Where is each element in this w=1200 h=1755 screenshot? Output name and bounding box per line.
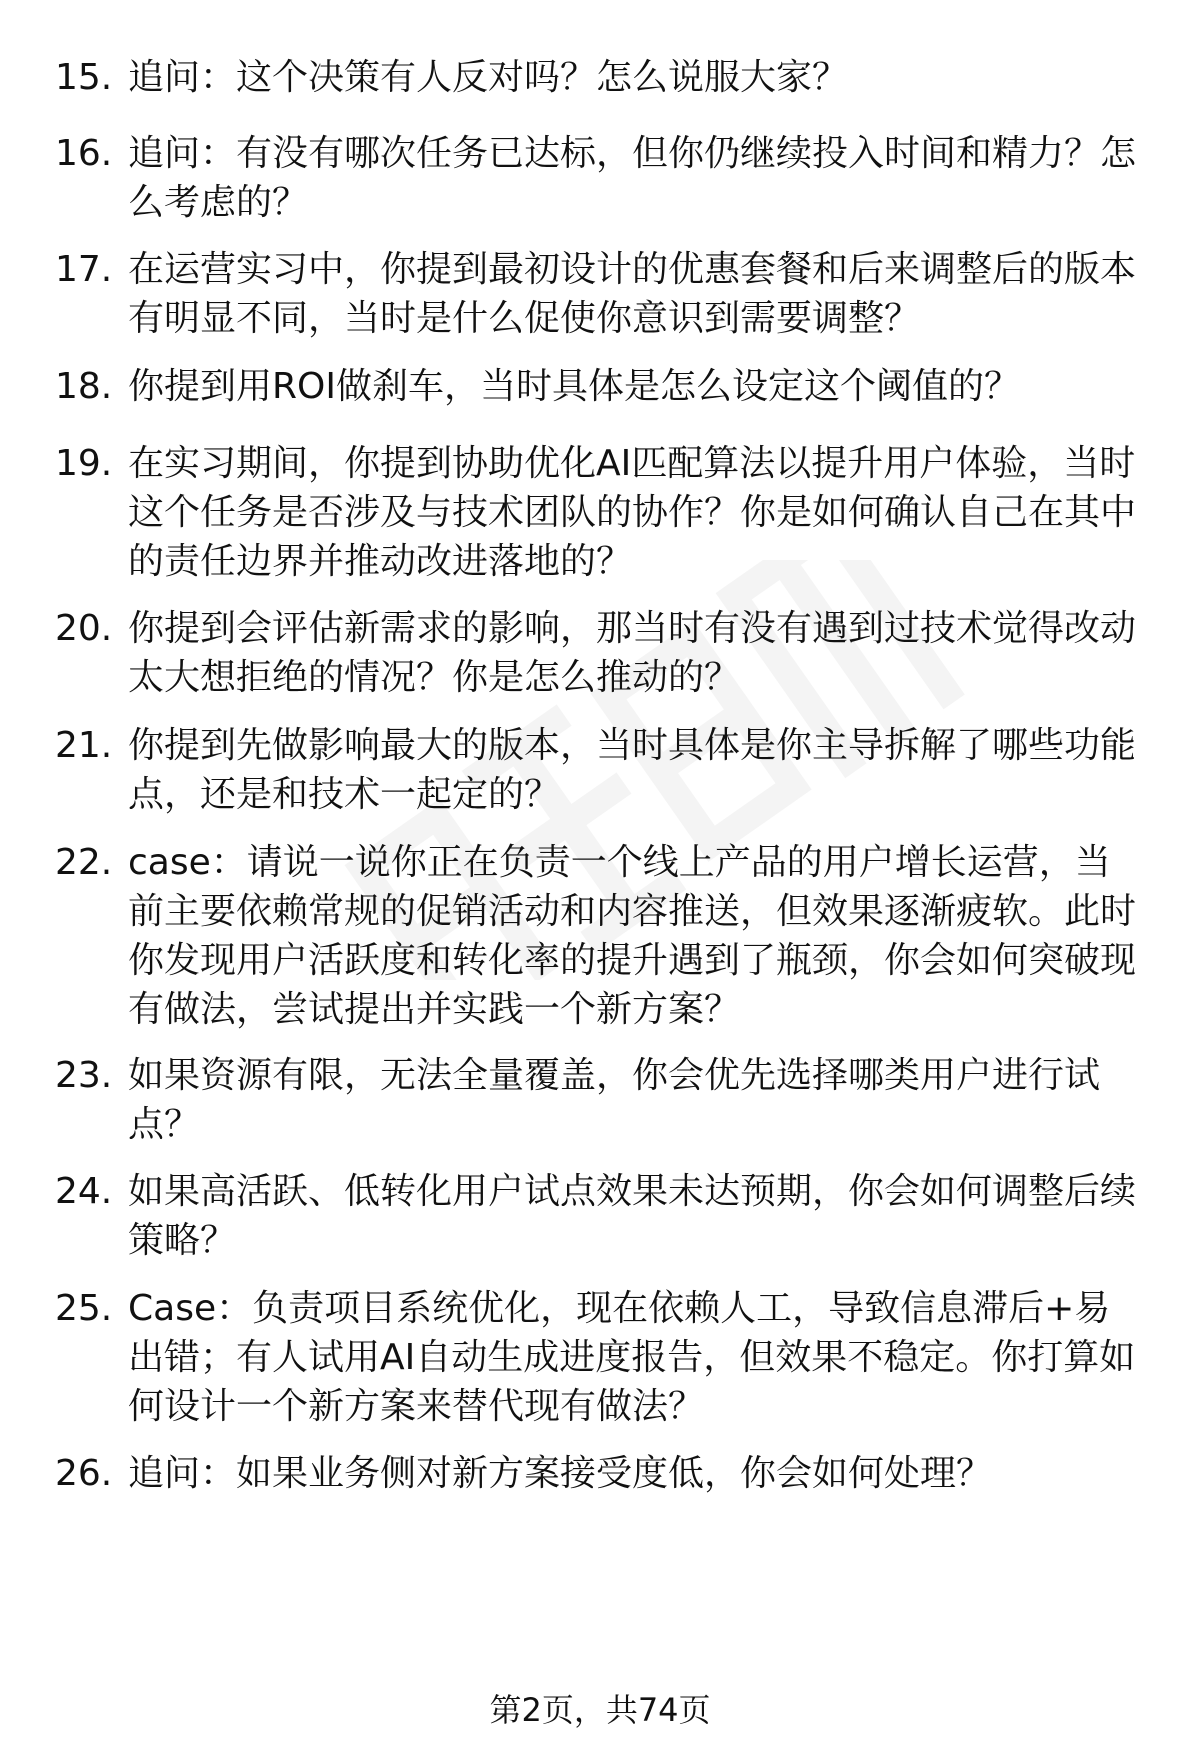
page-number: 第2页，共74页 <box>489 1691 711 1729</box>
item-text: 在运营实习中，你提到最初设计的优惠套餐和后来调整后的版本有明显不同，当时是什么促使你意识到需要调整？ <box>128 249 1137 339</box>
item-number: 25. <box>55 1288 113 1329</box>
item-number: 20. <box>55 608 113 649</box>
item-number: 26. <box>55 1453 113 1494</box>
list-item <box>55 1449 1140 1498</box>
list-item <box>55 838 1140 1034</box>
item-number: 24. <box>55 1171 113 1212</box>
list-item <box>55 604 1140 702</box>
list-item <box>55 721 1140 819</box>
item-text: 追问：如果业务侧对新方案接受度低，你会如何处理？ <box>128 1453 993 1494</box>
list-item <box>55 245 1140 343</box>
item-text: 追问：这个决策有人反对吗？怎么说服大家？ <box>128 57 849 98</box>
item-text: 在实习期间，你提到协助优化AI匹配算法以提升用户体验，当时这个任务是否涉及与技术团队的协作？你是如何确认自己在其中的责任边界并推动改进落地的？ <box>128 443 1137 582</box>
item-text: 你提到先做影响最大的版本，当时具体是你主导拆解了哪些功能点，还是和技术一起定的？ <box>128 725 1137 815</box>
item-text: 如果资源有限，无法全量覆盖，你会优先选择哪类用户进行试点？ <box>128 1055 1101 1145</box>
list-item <box>55 129 1140 227</box>
item-text: 追问：有没有哪次任务已达标，但你仍继续投入时间和精力？怎么考虑的？ <box>128 133 1137 223</box>
item-text: 你提到会评估新需求的影响，那当时有没有遇到过技术觉得改动太大想拒绝的情况？你是怎么推动的？ <box>128 608 1137 698</box>
item-number: 15. <box>55 57 113 98</box>
item-number: 18. <box>55 366 113 407</box>
item-number: 17. <box>55 249 113 290</box>
item-number: 19. <box>55 443 113 484</box>
item-number: 16. <box>55 133 113 174</box>
item-text: 如果高活跃、低转化用户试点效果未达预期，你会如何调整后续策略？ <box>128 1171 1137 1261</box>
list-item <box>55 53 1140 102</box>
item-number: 22. <box>55 842 113 883</box>
item-text: Case：负责项目系统优化，现在依赖人工，导致信息滞后+易出错；有人试用AI自动生成进度报告，但效果不稳定。你打算如何设计一个新方案来替代现有做法？ <box>128 1288 1136 1427</box>
list-item <box>55 1167 1140 1265</box>
item-number: 21. <box>55 725 113 766</box>
list-item <box>55 1284 1140 1431</box>
item-text: case：请说一说你正在负责一个线上产品的用户增长运营，当前主要依赖常规的促销活动和内容推送，但效果逐渐疲软。此时你发现用户活跃度和转化率的提升遇到了瓶颈，你会如何突破现有做法，尝试提出并实践一个新方案？ <box>128 842 1137 1030</box>
item-text: 你提到用ROI做刹车，当时具体是怎么设定这个阈值的？ <box>128 366 1020 407</box>
list-item <box>55 362 1140 411</box>
list-item <box>55 1051 1140 1149</box>
item-number: 23. <box>55 1055 113 1096</box>
list-item <box>55 439 1140 586</box>
